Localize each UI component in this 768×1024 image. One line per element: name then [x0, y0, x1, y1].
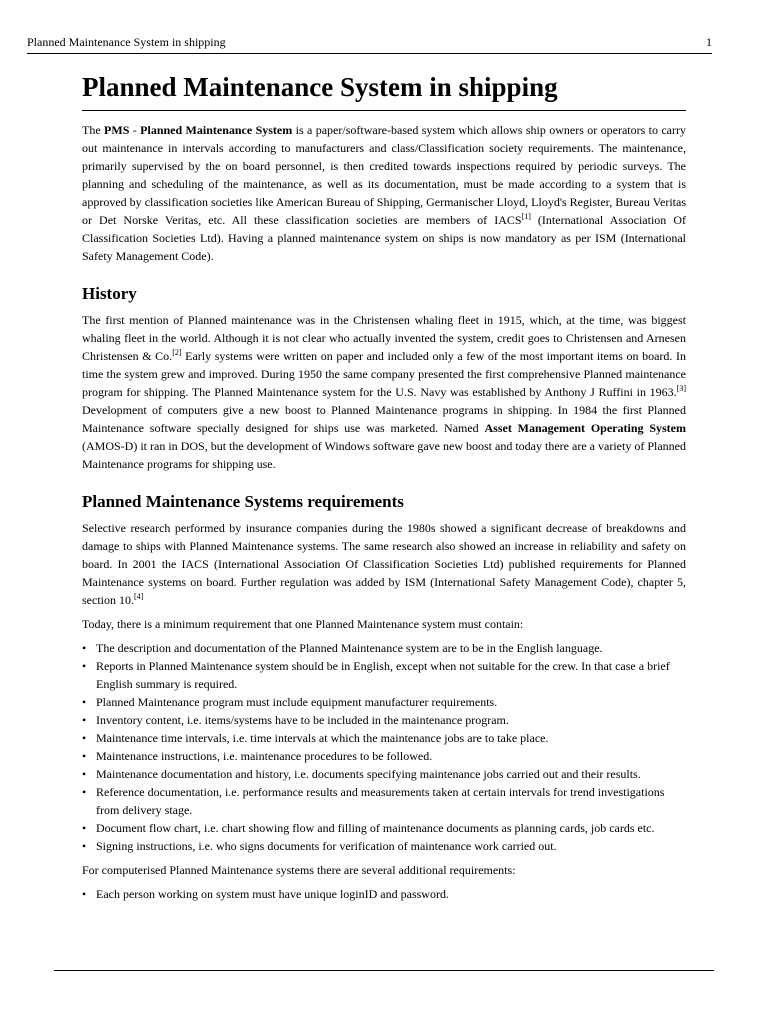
list-item: • Reports in Planned Maintenance system should be in English, except when not suitable for the crew. In that case a brief English summary is required.: [96, 657, 686, 693]
citation-link[interactable]: [1]: [521, 212, 531, 221]
computerised-requirements-list: [82, 885, 686, 903]
requirements-list: [82, 639, 686, 855]
page-title: Planned Maintenance System in shipping: [82, 70, 686, 111]
computerised-requirements-intro: For computerised Planned Maintenance systems there are several additional requirements:: [82, 863, 516, 877]
history-heading: History: [82, 284, 137, 303]
document-body: [82, 70, 686, 909]
requirements-intro: Today, there is a minimum requirement that one Planned Maintenance system must contain:: [82, 617, 524, 631]
citation-link[interactable]: [4]: [134, 592, 144, 601]
list-item: • Maintenance documentation and history, i.e. documents specifying maintenance jobs carried out and their results.: [96, 765, 686, 783]
list-item: • The description and documentation of the Planned Maintenance system are to be in the English language.: [96, 639, 686, 657]
list-item: • Planned Maintenance program must include equipment manufacturer requirements.: [96, 693, 686, 711]
list-item: • Maintenance instructions, i.e. maintenance procedures to be followed.: [96, 747, 686, 765]
header-divider: [27, 53, 712, 54]
header-title: Planned Maintenance System in shipping: [27, 35, 226, 49]
requirements-paragraph: Selective research performed by insurance companies during the 1980s showed a significant decrease of breakdowns and damage to ships with Planned Maintenance systems. The same research also showed an increase in reliability and safety on board. In 2001 the IACS (International Association Of Classification Societies Ltd) published requirements for Planned Maintenance systems on board. Further regulation was added by ISM (International Safety Management Code), chapter 5, section 10.[4]: [82, 521, 686, 607]
history-paragraph: The first mention of Planned maintenance was in the Christensen whaling fleet in 1915, which, at the time, was biggest whaling fleet in the world. Although it is not clear who actually invented the system, credit goes to Christensen and Arnesen Christensen & Co.[2] Early systems were written on paper and included only a few of the most important items on board. In time the system grew and improved. During 1950 the same company presented the first comprehensive Planned maintenance program for shipping. The Planned Maintenance system for the U.S. Navy was established by Anthony J Ruffini in 1963.[3] Development of computers give a new boost to Planned Maintenance programs in shipping. In 1984 the first Planned Maintenance software specially designed for ships use was marketed. Named Asset Management Operating System (AMOS-D) it ran in DOS, but the development of Windows software gave new boost and today there are a variety of Planned Maintenance programs for shipping use.: [82, 313, 686, 471]
footer-divider: [54, 970, 714, 971]
intro-paragraph: The PMS - Planned Maintenance System is a paper/software-based system which allows ship owners or operators to carry out maintenance in intervals according to manufacturers and class/Classification society requirements. The maintenance, primarily supervised by the on board personnel, is then credited towards inspections required by periodic surveys. The planning and scheduling of the maintenance, as well as its documentation, must be made according to a system that is approved by classification societies like American Bureau of Shipping, Germanischer Lloyd, Lloyd's Register, Bureau Veritas or Det Norske Veritas, etc. All these classification societies are members of IACS[1] (International Association Of Classification Societies Ltd). Having a planned maintenance system on ships is now mandatory as per ISM (International Safety Management Code).: [82, 123, 687, 263]
citation-link[interactable]: [2]: [172, 348, 182, 357]
requirements-heading: Planned Maintenance Systems requirements: [82, 492, 404, 511]
list-item: • Inventory content, i.e. items/systems have to be included in the maintenance program.: [96, 711, 686, 729]
list-item: • Maintenance time intervals, i.e. time intervals at which the maintenance jobs are to take place.: [96, 729, 686, 747]
list-item: • Reference documentation, i.e. performance results and measurements taken at certain intervals for trend investigations from delivery stage.: [96, 783, 686, 819]
page-number: 1: [706, 35, 712, 49]
list-item: • Signing instructions, i.e. who signs documents for verification of maintenance work carried out.: [96, 837, 686, 855]
page-header: [27, 35, 712, 50]
citation-link[interactable]: [3]: [676, 384, 686, 393]
list-item: • Document flow chart, i.e. chart showing flow and filling of maintenance documents as planning cards, job cards etc.: [96, 819, 686, 837]
list-item: • Each person working on system must have unique loginID and password.: [96, 885, 686, 903]
